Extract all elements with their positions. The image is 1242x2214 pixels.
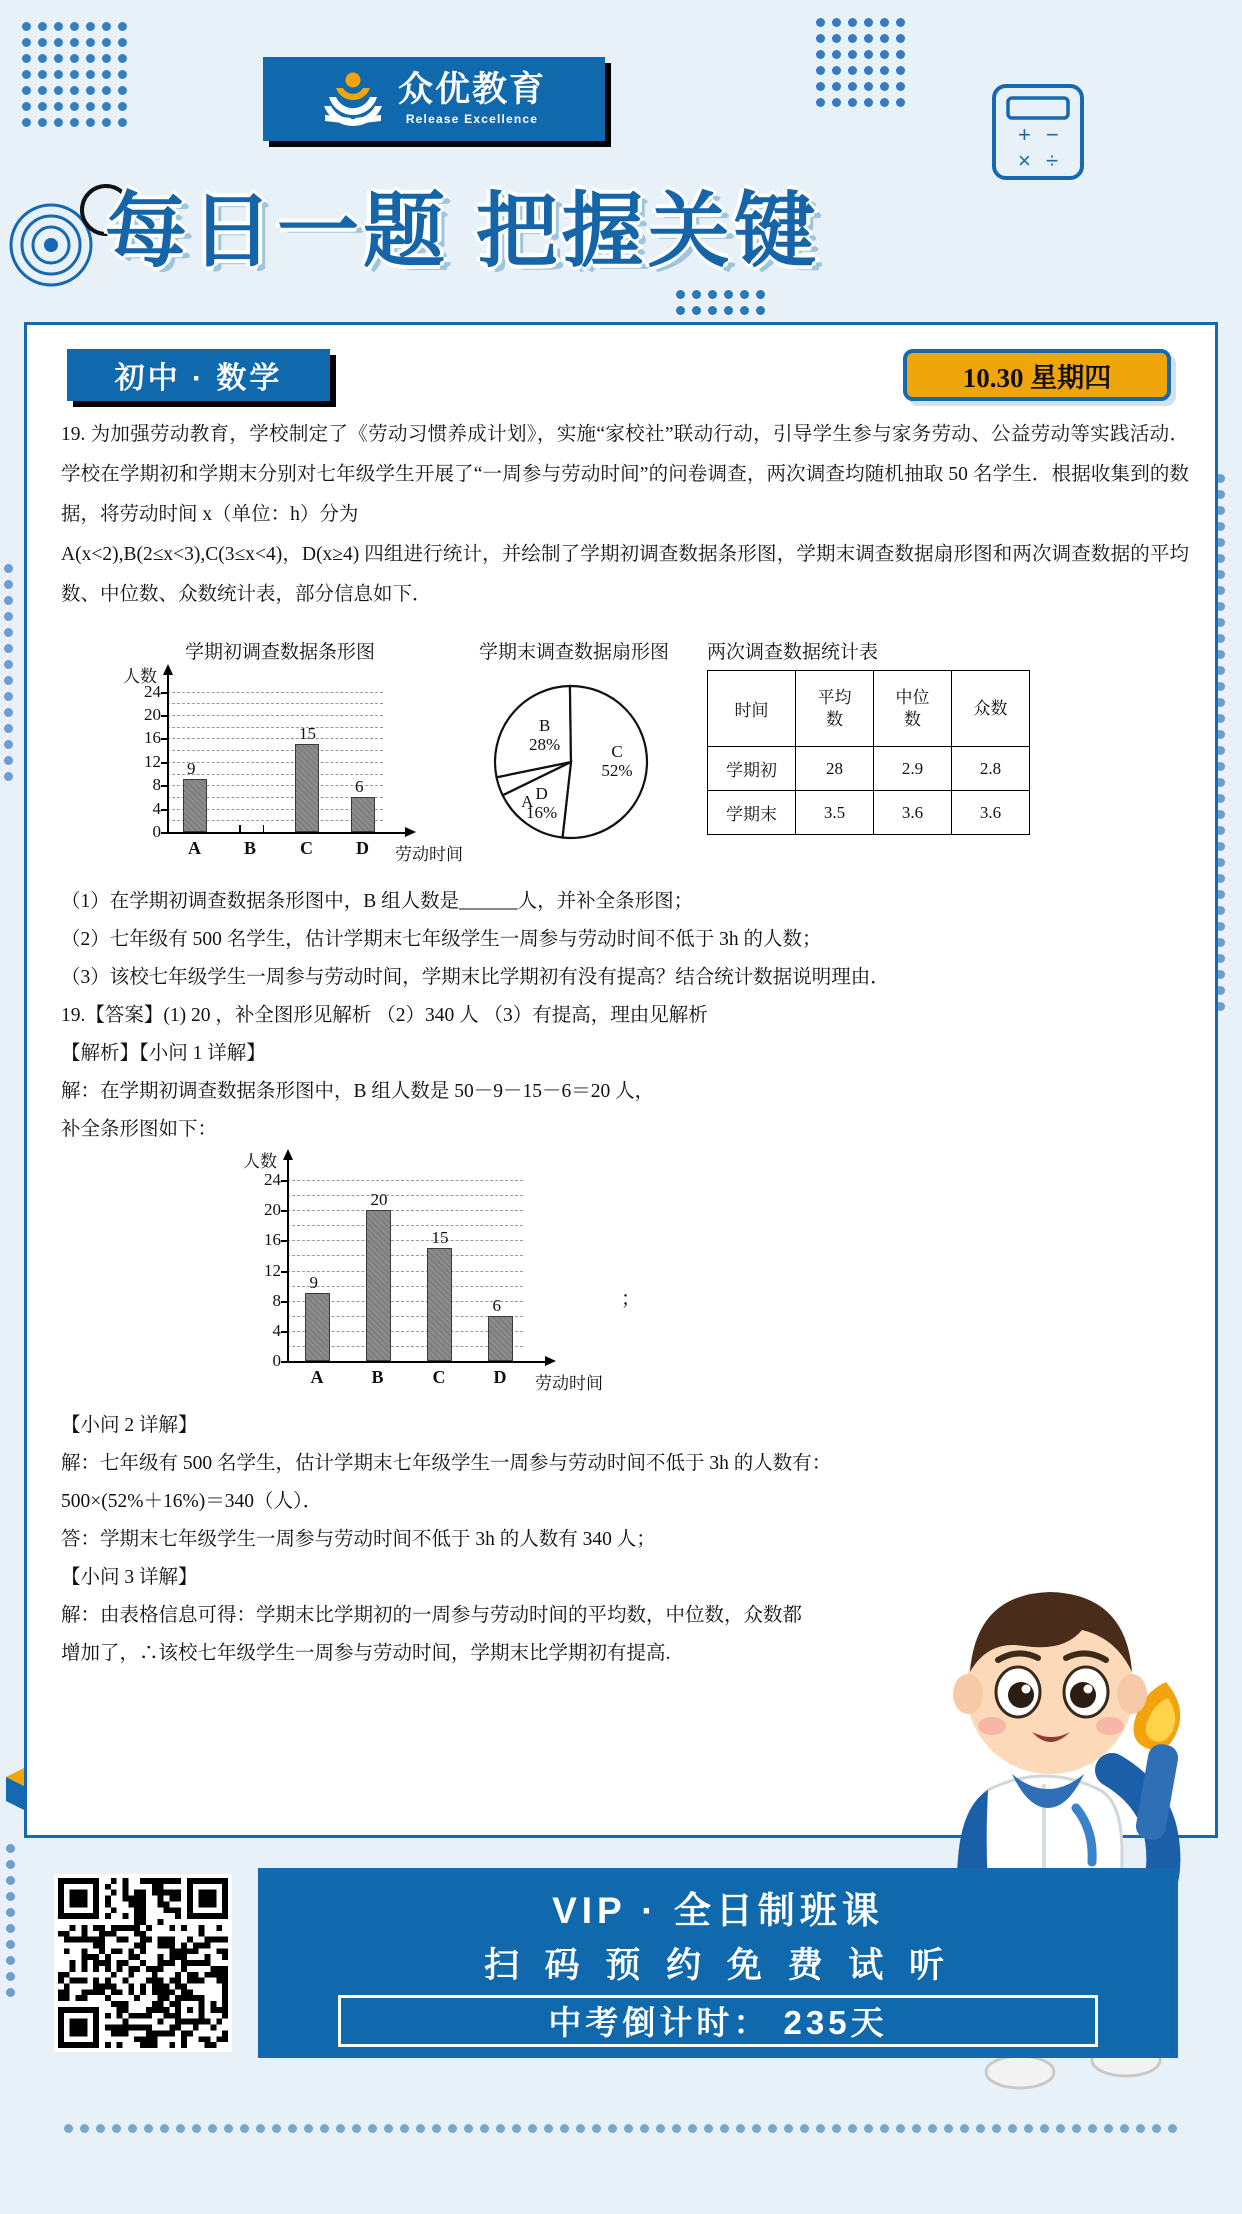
stats-cell: 2.9 — [874, 747, 952, 791]
stats-table-title: 两次调查数据统计表 — [707, 642, 879, 663]
footer-cta — [48, 1858, 1194, 2068]
stats-table-block — [707, 637, 1037, 835]
decor-dots-title — [672, 286, 768, 318]
stats-cell: 学期初 — [708, 747, 796, 791]
svg-text:+: + — [1018, 122, 1031, 147]
table-row — [708, 747, 1030, 791]
stats-cell: 3.6 — [952, 791, 1030, 835]
solution-2-line-1: 解：七年级有 500 名学生，估计学期末七年级学生一周参与劳动时间不低于 3h 的人数有： — [61, 1453, 832, 1474]
pie-slice-label-d: D 16% — [525, 784, 558, 823]
svg-text:×: × — [1018, 148, 1031, 173]
stats-cell: 3.6 — [874, 791, 952, 835]
bar-chart-title: 学期初调查数据条形图 — [184, 642, 375, 663]
qr-code[interactable] — [54, 1874, 232, 2052]
page-title: 每日一题 把握关键 — [105, 186, 820, 277]
question-2: （2）七年级有 500 名学生，估计学期末七年级学生一周参与劳动时间不低于 3h 的人数； — [61, 929, 822, 950]
table-row — [708, 791, 1030, 835]
problem-paragraph-1: 19. 为加强劳动教育，学校制定了《劳动习惯养成计划》，实施“家校社”联动行动，引导学生参与家务劳动、公益劳动等实践活动．学校在学期初和学期末分别对七年级学生开展了“一周参与劳动时间”的问卷调查，两次调查均随机抽取 50 名学生．根据收集到的数据，将劳动时间 x（单位：h）分为 — [61, 424, 1189, 525]
vip-line-1: VIP · 全日制班课 — [552, 1889, 884, 1931]
countdown-banner: 中考倒计时： 235天 — [338, 1995, 1098, 2047]
figures-row — [91, 637, 1221, 877]
solution-1-line-1: 解：在学期初调查数据条形图中，B 组人数是 50－9－15－6＝20 人， — [61, 1081, 655, 1102]
sunrise-book-icon — [322, 71, 384, 127]
question-1: （1）在学期初调查数据条形图中，B 组人数是______人，并补全条形图； — [61, 891, 694, 912]
stats-col-2: 中位 数 — [874, 671, 952, 747]
decor-dots-bottom-left — [2, 1840, 18, 2000]
decor-dots-top-left — [18, 18, 130, 130]
svg-text:−: − — [1046, 122, 1059, 147]
bar-chart-initial — [121, 637, 463, 867]
vip-line-2: 扫 码 预 约 免 费 试 听 — [483, 1945, 953, 1985]
pie-chart-final — [439, 637, 709, 867]
stats-col-1: 平均 数 — [796, 671, 874, 747]
stats-col-time: 时间 — [708, 671, 796, 747]
stats-cell: 28 — [796, 747, 874, 791]
brand-logo-banner — [263, 57, 605, 141]
solution-3-line-1: 解：由表格信息可得：学期末比学期初的一周参与劳动时间的平均数，中位数，众数都 — [61, 1605, 803, 1626]
stats-cell: 学期末 — [708, 791, 796, 835]
solution-2-line-2: 500×(52%＋16%)＝340（人）． — [61, 1491, 323, 1512]
stats-col-3: 众数 — [952, 671, 1030, 747]
brand-name-cn: 众优教育 — [397, 70, 546, 110]
problem-paragraph-2: A(x<2),B(2≤x<3),C(3≤x<4)，D(x≥4) 四组进行统计，并绘制了学期初调查数据条形图，学期末调查数据扇形图和两次调查数据的平均数、中位数、众数统计表，部分信息如下． — [61, 544, 1189, 605]
analysis-label: 【解析】【小问 1 详解】 — [61, 1043, 266, 1064]
solution-3-line-2: 增加了，∴该校七年级学生一周参与劳动时间，学期末比学期初有提高. — [61, 1643, 671, 1664]
bar-chart-completed-wrap — [61, 1149, 1189, 1407]
decor-dots-bottom — [60, 2120, 1180, 2136]
decor-dots-top-right — [812, 14, 908, 110]
stats-table — [707, 670, 1030, 835]
bar-chart-plot: 0 4 8 12 16 20 24 人数 劳动时间 9 A B 15 C 6 D — [121, 664, 421, 860]
brand-name-en: Release Excellence — [405, 111, 539, 126]
pie-slice-label-b: B 28% — [529, 716, 561, 755]
brand-logo-text — [398, 72, 546, 126]
pie-slice-label-a: A — [521, 792, 534, 812]
solution-1-line-2: 补全条形图如下： — [61, 1119, 218, 1140]
stats-cell: 3.5 — [796, 791, 874, 835]
pie-slice-label-c: C 52% — [601, 742, 633, 781]
date-badge: 10.30 星期四 — [903, 349, 1171, 401]
question-3: （3）该校七年级学生一周参与劳动时间，学期末比学期初有没有提高？结合统计数据说明理由． — [61, 967, 890, 988]
answer-head: 19.【答案】(1) 20 ，补全图形见解析 （2）340 人 （3）有提高，理由见解析 — [61, 1005, 708, 1026]
decor-calculator-icon — [984, 76, 1096, 188]
solution-3-label: 【小问 3 详解】 — [61, 1567, 198, 1588]
solution-2-label: 【小问 2 详解】 — [61, 1415, 198, 1436]
pie-chart-plot — [439, 664, 709, 864]
vip-promo-box[interactable] — [258, 1868, 1178, 2058]
stats-cell: 2.8 — [952, 747, 1030, 791]
svg-text:÷: ÷ — [1046, 148, 1059, 173]
pie-chart-title: 学期末调查数据扇形图 — [478, 642, 669, 663]
solution-2-line-3: 答：学期末七年级学生一周参与劳动时间不低于 3h 的人数有 340 人； — [61, 1529, 656, 1550]
solution-1-semicolon: ； — [621, 1289, 641, 1310]
decor-dots-mid-left — [0, 560, 16, 784]
subject-badge: 初中 · 数学 — [67, 349, 330, 401]
bar-chart-completed: 0 4 8 12 16 20 24 人数 劳动时间 9 A 20 B 15 C 6 D — [241, 1149, 561, 1389]
